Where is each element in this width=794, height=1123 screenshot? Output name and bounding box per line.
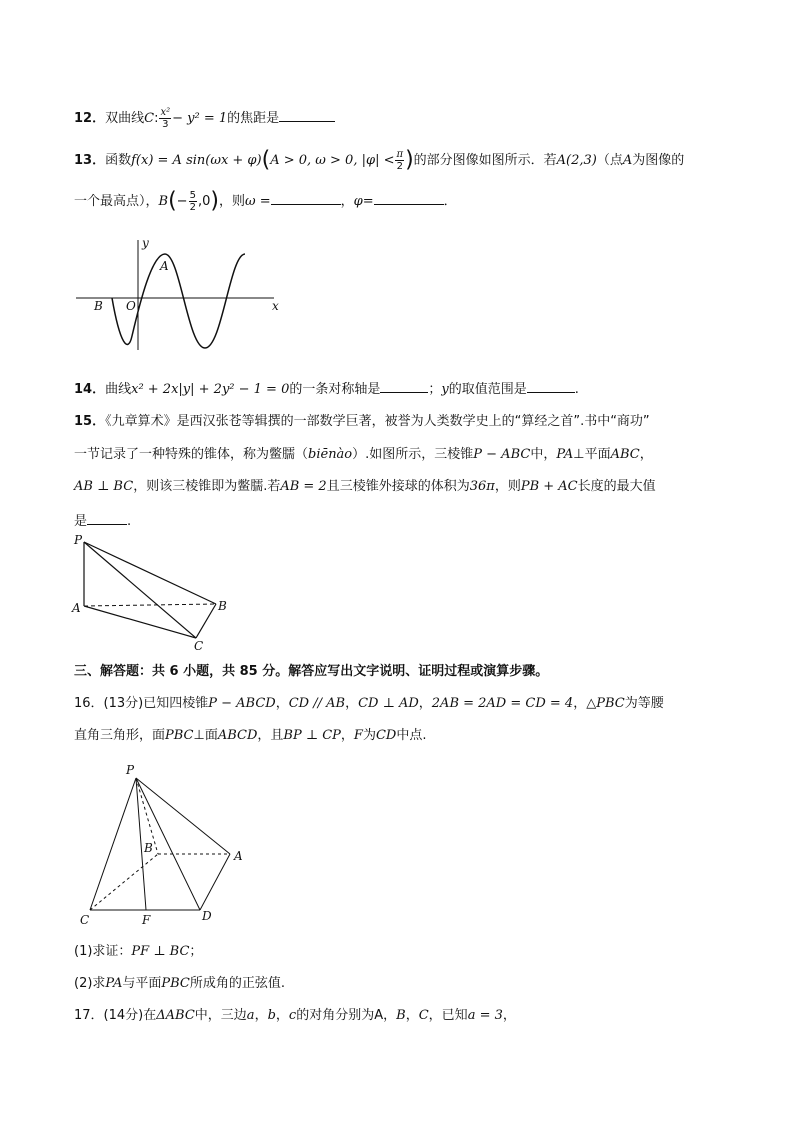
question-16-part-1: (1)求证：PF ⊥ BC；	[74, 944, 203, 959]
vertex-b: B	[218, 599, 227, 613]
question-15-line-4: 是 .	[74, 510, 131, 531]
question-15-line-2: 一节记录了一种特殊的锥体，称为鳖臑（biēnào）.如图所示，三棱锥P − ABC中，PA⊥平面ABC，	[74, 447, 653, 462]
question-number: 16．	[74, 696, 104, 711]
vertex-d: D	[202, 909, 212, 923]
question-13: 13．函数f(x) = A sin(ωx + φ)(A > 0, ω > 0, |φ| < $\frac{\pi}{2}$ )的部分图像如图所示．若A(2,3)（点A为图像的	[74, 147, 685, 173]
answer-blank[interactable]	[271, 190, 341, 205]
answer-blank[interactable]	[279, 107, 335, 122]
vertex-p: P	[74, 533, 83, 547]
question-number: 13．	[74, 153, 106, 168]
answer-blank[interactable]	[374, 190, 444, 205]
question-number: 14．	[74, 382, 106, 397]
point-a-label: A	[160, 259, 169, 273]
answer-blank[interactable]	[87, 510, 127, 525]
vertex-b: B	[144, 841, 153, 855]
question-17: 17．(14分)在ΔABC中，三边a，b，c的对角分别为A，B，C，已知a = 3，	[74, 1008, 516, 1023]
question-12: 12．双曲线C: $\frac{\text{x²}}{3}$ − y² = 1的焦距是	[74, 107, 335, 130]
pyramid-figure-16	[74, 760, 264, 930]
question-number: 15．	[74, 414, 106, 429]
vertex-f: F	[142, 913, 151, 927]
x-axis-label: x	[272, 299, 279, 313]
point-b-label: B	[94, 299, 103, 313]
question-13-line-2: 一个最高点），B(− $\frac{5}{2}$ ,0)，则ω = ，φ= ．	[74, 188, 457, 214]
fraction: $\frac{5}{2}$	[189, 190, 196, 213]
vertex-c: C	[194, 639, 204, 653]
question-15: 15．《九章算术》是西汉张苍等辑撰的一部数学巨著，被誉为人类数学史上的“算经之首”.书中“商功”	[74, 414, 650, 429]
vertex-c: C	[80, 913, 90, 927]
question-number: 17．	[74, 1008, 104, 1023]
fraction: $\frac{\pi}{2}$	[396, 149, 404, 172]
answer-blank[interactable]	[527, 378, 575, 393]
origin-label: O	[126, 299, 136, 313]
fraction: $\frac{\text{x²}}{3}$	[160, 107, 171, 130]
vertex-a: A	[72, 601, 81, 615]
question-16: 16．(13分)已知四棱锥P − ABCD，CD // AB，CD ⊥ AD，2AB = 2AD = CD = 4，△PBC为等腰	[74, 696, 664, 711]
section-heading: 三、解答题：共 6 小题，共 85 分。解答应写出文字说明、证明过程或演算步骤。	[74, 664, 549, 679]
y-axis-label: y	[142, 236, 149, 250]
question-16-part-2: (2)求PA与平面PBC所成角的正弦值.	[74, 976, 286, 991]
vertex-a: A	[234, 849, 243, 863]
question-16-line-2: 直角三角形，面PBC⊥面ABCD，且BP ⊥ CP，F为CD中点.	[74, 728, 427, 743]
question-number: 12．	[74, 111, 106, 126]
question-15-line-3: AB ⊥ BC，则该三棱锥即为鳖臑.若AB = 2且三棱锥外接球的体积为36π，则PB + AC长度的最大值	[74, 479, 656, 494]
question-14: 14．曲线x² + 2x|y| + 2y² − 1 = 0的一条对称轴是 ；y的取值范围是 .	[74, 378, 579, 399]
pyramid-figure-15	[70, 532, 240, 656]
vertex-p: P	[126, 763, 135, 777]
answer-blank[interactable]	[380, 378, 428, 393]
sine-graph	[70, 232, 290, 356]
